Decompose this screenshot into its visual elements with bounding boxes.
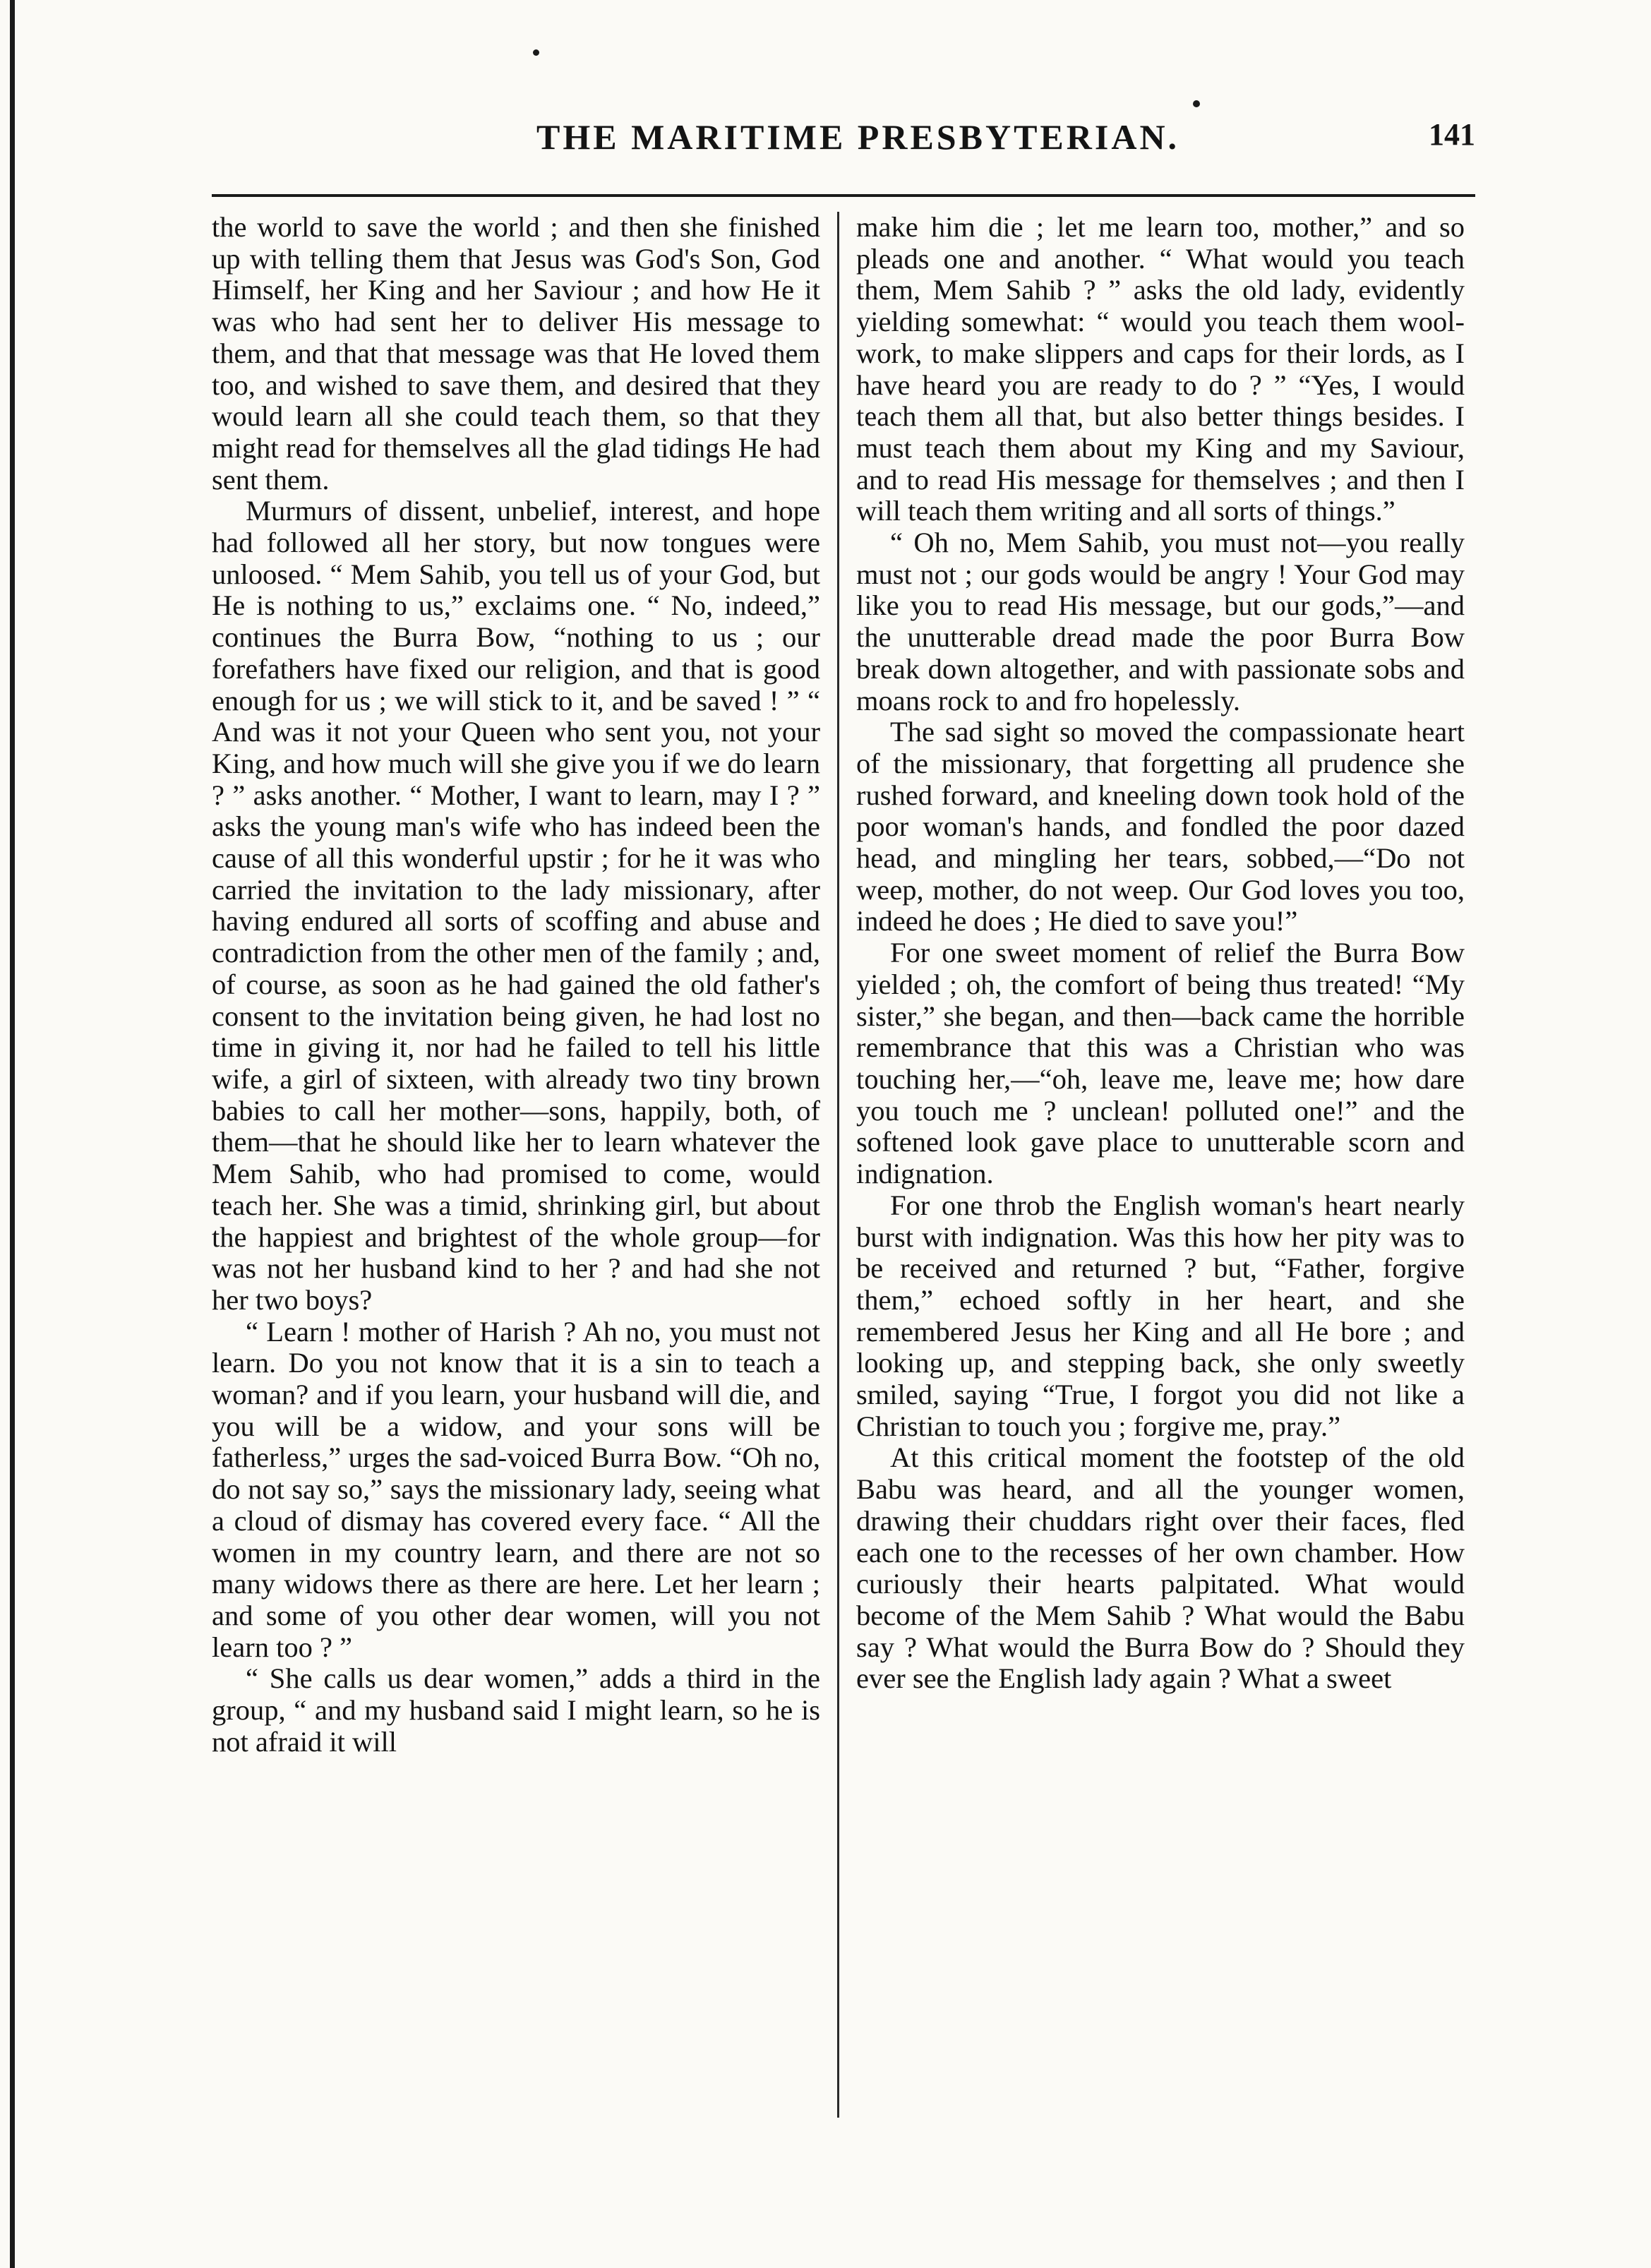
- paragraph: At this critical moment the footstep of the old Babu was heard, and all the younger women, drawing their chuddars right over their faces, fled each one to the recesses of her own chamber. How curiously their hearts palpitated. What would become of the Mem Sahib ? What would the Babu say ? What would the Burra Bow do ? Should they ever see the English lady again ? What a sweet: [856, 1441, 1465, 1695]
- ink-speck: [533, 49, 539, 56]
- paragraph: Murmurs of dissent, unbelief, interest, and hope had followed all her story, but now tongues were unloosed. “ Mem Sahib, you tell us of your God, but He is nothing to us,” exclaims one. “ No, indeed,” continues the Burra Bow, “nothing to us ; our forefathers have fixed our religion, and that is good enough for us ; we will stick to it, and be saved ! ” “ And was it not your Queen who sent you, not your King, and how much will she give you if we do learn ? ” asks another. “ Mother, I want to learn, may I ? ” asks the young man's wife who has indeed been the cause of all this wonderful upstir ; for he it was who carried the invitation to the lady missionary, after having endured all sorts of scoffing and abuse and contradiction from the other men of the family ; and, of course, as soon as he had gained the old father's consent to the invitation being given, he had lost no time in giving it, nor had he failed to tell his little wife, a girl of sixteen, with already two tiny brown babies to call her mother—sons, happily, both, of them—that he should like her to learn whatever the Mem Sahib, who had promised to come, would teach her. She was a timid, shrinking girl, but about the happiest and brightest of the whole group—for was not her husband kind to her ? and had she not her two boys?: [212, 495, 820, 1316]
- paragraph: The sad sight so moved the compassionate heart of the missionary, that forgetting all prudence she rushed forward, and kneeling down took hold of the poor woman's hands, and fondled the poor dazed head, and mingling her tears, sobbed,—“Do not weep, mother, do not weep. Our God loves you too, indeed he does ; He died to save you!”: [856, 716, 1465, 937]
- page-header: [212, 116, 1475, 180]
- paragraph: the world to save the world ; and then she finished up with telling them that Jesus was God's Son, God Himself, her King and her Saviour ; and how He it was who had sent her to deliver His message to them, and that that message was that He loved them too, and wished to save them, and desired that they would learn all she could teach them, so that they might read for themselves all the glad tidings He had sent them.: [212, 211, 820, 496]
- paragraph: make him die ; let me learn too, mother,” and so pleads one and another. “ What would you teach them, Mem Sahib ? ” asks the old lady, evidently yielding somewhat: “ would you teach them wool-work, to make slippers and caps for their lords, as I have heard you are ready to do ? ” “Yes, I would teach them all that, but also better things besides. I must teach them about my King and my Saviour, and to read His message for themselves ; and then I will teach them writing and all sorts of things.”: [856, 211, 1465, 527]
- right-column: [856, 212, 1465, 1695]
- paragraph: “ Oh no, Mem Sahib, you must not—you really must not ; our gods would be angry ! Your God may like you to read His message, but our gods,”—and the unutterable dread made the poor Burra Bow break down altogether, and with passionate sobs and moans rock to and fro hopelessly.: [856, 527, 1465, 716]
- header-rule: [212, 194, 1475, 197]
- paragraph: “ She calls us dear women,” adds a third in the group, “ and my husband said I might learn, so he is not afraid it will: [212, 1662, 820, 1758]
- paragraph: For one sweet moment of relief the Burra Bow yielded ; oh, the comfort of being thus treated! “My sister,” she began, and then—back came the horrible remembrance that this was a Christian who was touching her,—“oh, leave me, leave me; how dare you touch me ? unclean! polluted one!” and the softened look gave place to unutterable scorn and indignation.: [856, 937, 1465, 1190]
- paragraph: “ Learn ! mother of Harish ? Ah no, you must not learn. Do you not know that it is a sin to teach a woman? and if you learn, your husband will die, and you will be a widow, and your sons will be fatherless,” urges the sad-voiced Burra Bow. “Oh no, do not say so,” says the missionary lady, seeing what a cloud of dismay has covered every face. “ All the women in my country learn, and there are not so many widows there as there are here. Let her learn ; and some of you other dear women, will you not learn too ? ”: [212, 1315, 820, 1663]
- running-title: THE MARITIME PRESBYTERIAN.: [536, 117, 1180, 157]
- left-column: [212, 212, 820, 1758]
- page-edge-rule: [10, 0, 15, 2268]
- ink-speck: [1193, 100, 1200, 107]
- column-divider: [837, 212, 839, 2118]
- page-number: 141: [1429, 117, 1475, 152]
- paragraph: For one throb the English woman's heart nearly burst with indignation. Was this how her pity was to be received and returned ? but, “Father, forgive them,” echoed softly in her heart, and she remembered Jesus her King and all He bore ; and looking up, and stepping back, she only sweetly smiled, saying “True, I forgot you did not like a Christian to touch you ; forgive me, pray.”: [856, 1189, 1465, 1442]
